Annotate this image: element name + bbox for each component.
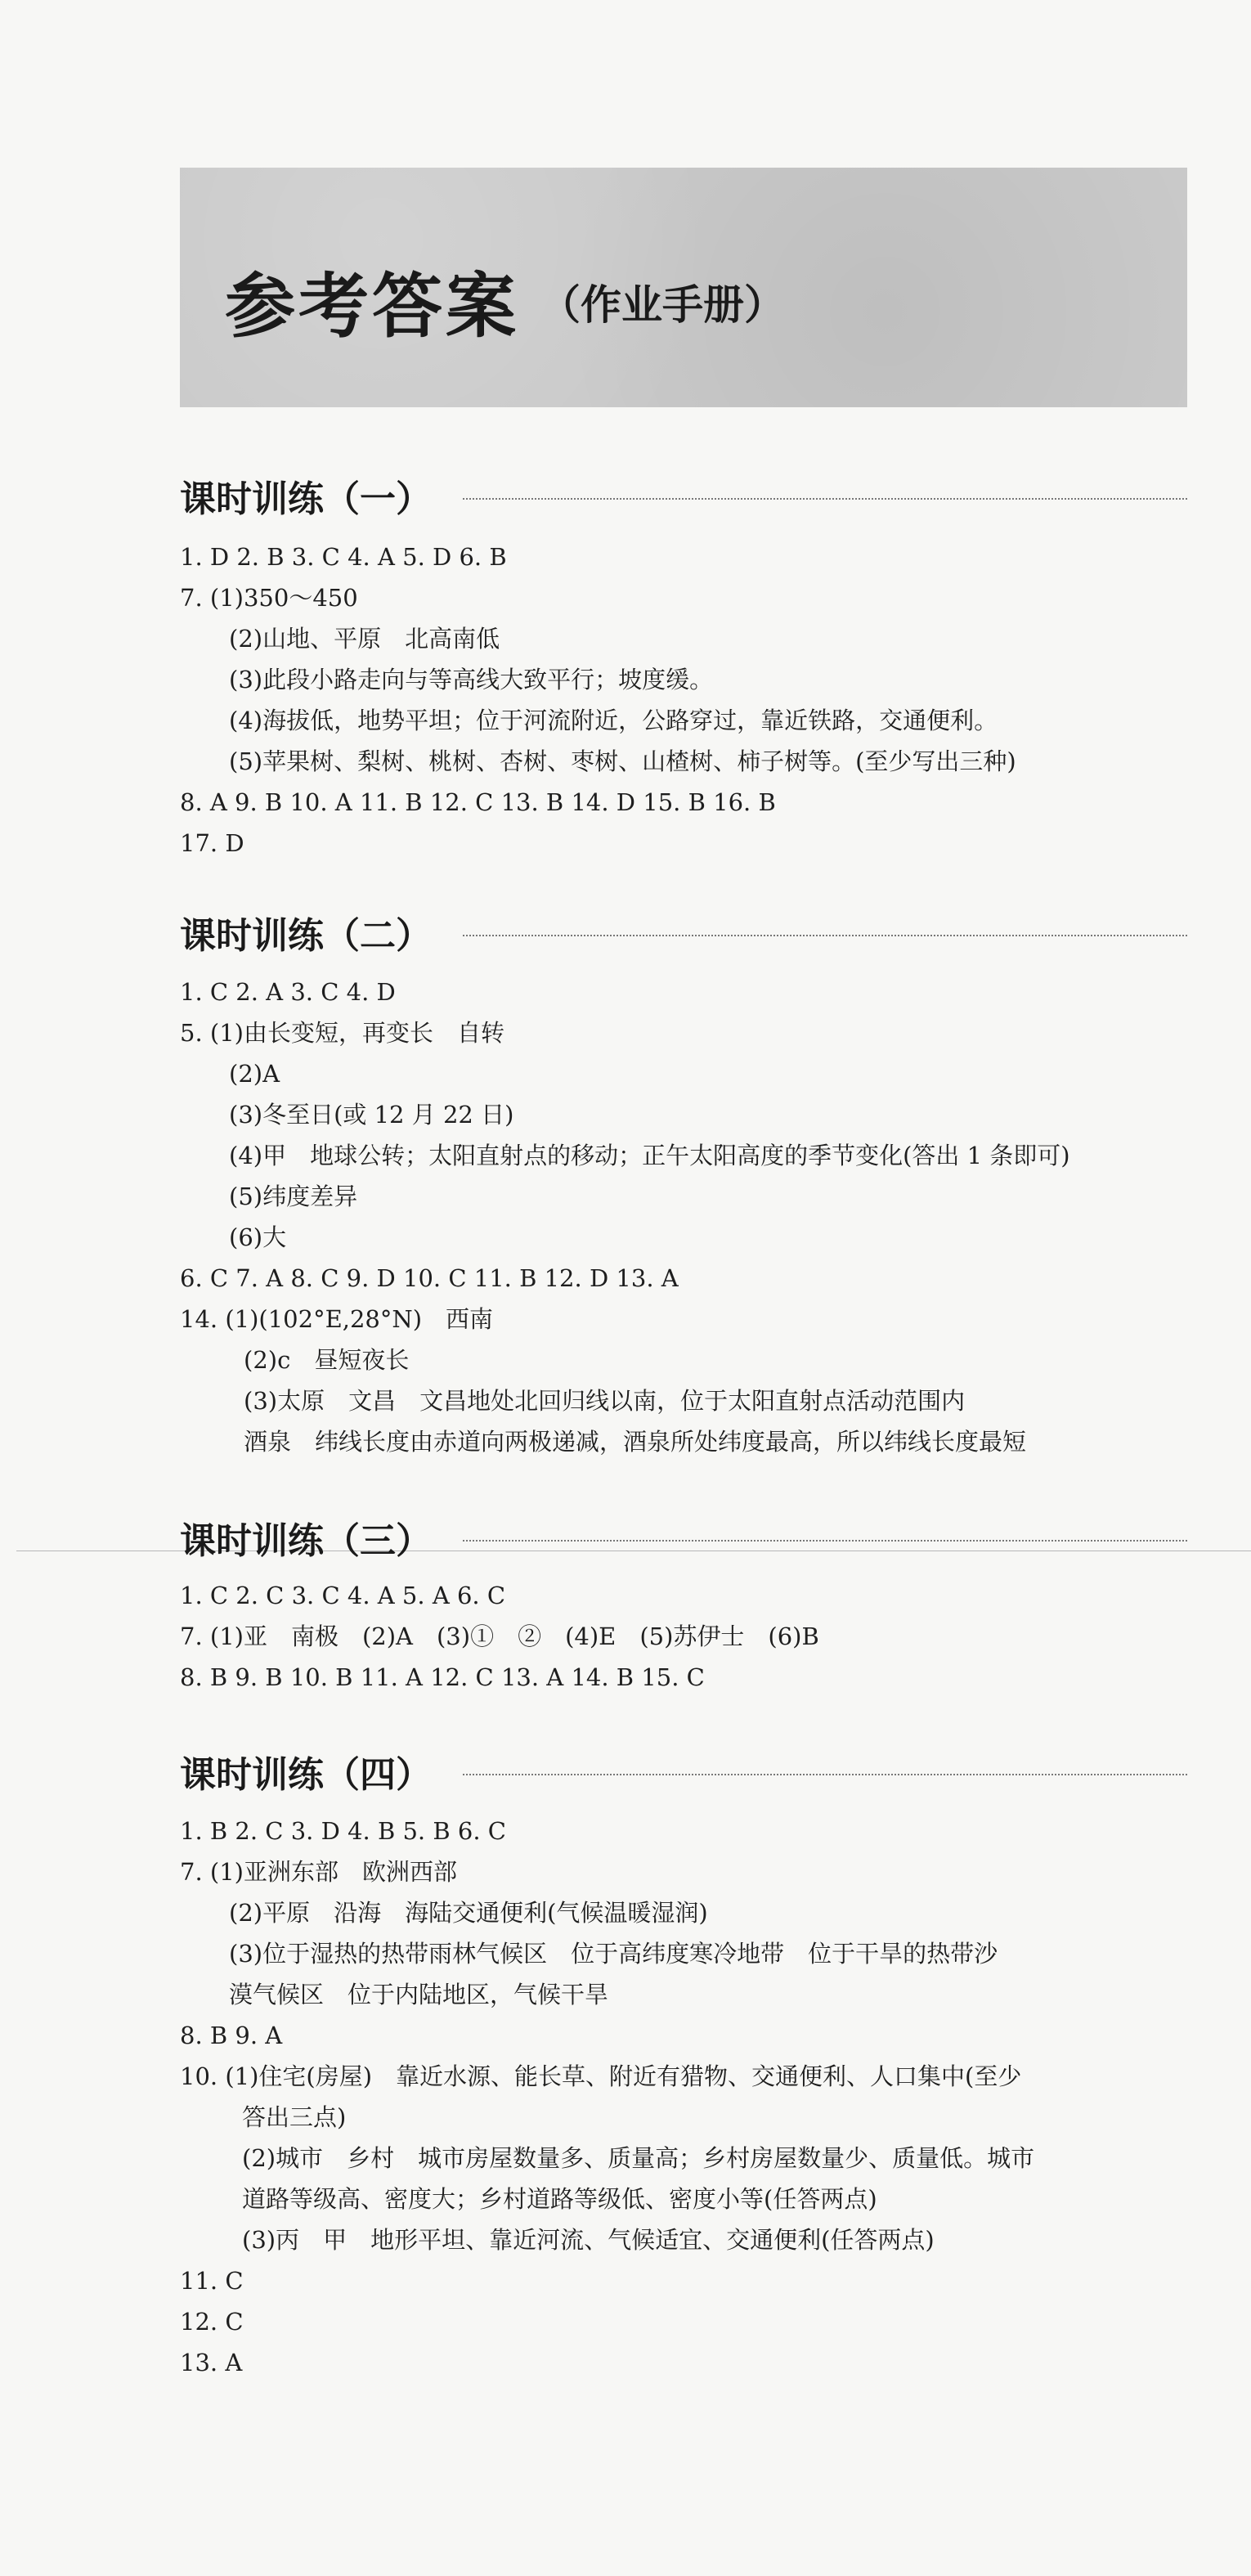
answer-line: 12. C [180, 2308, 244, 2336]
answer-line: (3)太原 文昌 文昌地处北回归线以南，位于太阳直射点活动范围内 [244, 1387, 966, 1415]
page-subtitle: （作业手册） [540, 281, 785, 329]
answer-line: (4)海拔低，地势平坦；位于河流附近，公路穿过，靠近铁路，交通便利。 [229, 707, 998, 734]
answer-line: (6)大 [229, 1223, 287, 1251]
answer-line: (3)冬至日(或 12 月 22 日) [229, 1101, 514, 1129]
answer-line: 6. C 7. A 8. C 9. D 10. C 11. B 12. D 13. A [180, 1264, 679, 1292]
answer-line: (2)山地、平原 北高南低 [229, 625, 500, 653]
answer-line: 14. (1)(102°E,28°N) 西南 [180, 1305, 494, 1333]
answer-line: (3)此段小路走向与等高线大致平行；坡度缓。 [229, 666, 714, 693]
answer-line: (2)城市 乡村 城市房屋数量多、质量高；乡村房屋数量少、质量低。城市 [242, 2144, 1035, 2172]
answer-line: 7. (1)亚 南极 (2)A (3)① ② (4)E (5)苏伊士 (6)B [180, 1622, 819, 1650]
section-header [180, 1513, 1187, 1562]
dotted-rule [463, 498, 1187, 500]
section-lesson-1 [180, 471, 1187, 864]
dotted-rule [463, 935, 1187, 936]
dotted-rule [463, 1540, 1187, 1542]
answer-line: (5)纬度差异 [229, 1183, 358, 1210]
answer-line: (2)A [229, 1060, 280, 1088]
answer-line: 11. C [180, 2267, 244, 2295]
answer-line: 7. (1)350～450 [180, 584, 358, 612]
answer-line: 8. A 9. B 10. A 11. B 12. C 13. B 14. D 15. B 16. B [180, 788, 776, 816]
answer-line: 5. (1)由长变短，再变长 自转 [180, 1019, 504, 1047]
section-lesson-3 [180, 1513, 1187, 1698]
answer-line: 漠气候区 位于内陆地区，气候干旱 [229, 1981, 609, 2008]
dotted-rule [463, 1774, 1187, 1775]
answer-line: (4)甲 地球公转；太阳直射点的移动；正午太阳高度的季节变化(答出 1 条即可) [229, 1142, 1070, 1169]
answer-line: 1. B 2. C 3. D 4. B 5. B 6. C [180, 1817, 506, 1845]
section-title: 课时训练（二） [180, 915, 432, 957]
answer-line: 答出三点) [242, 2103, 347, 2131]
answer-line: (2)平原 沿海 海陆交通便利(气候温暖湿润) [229, 1899, 708, 1927]
section-title: 课时训练（三） [180, 1520, 432, 1562]
section-title: 课时训练（四） [180, 1754, 432, 1796]
title-banner [180, 168, 1187, 407]
answer-line: (3)丙 甲 地形平坦、靠近河流、气候适宜、交通便利(任答两点) [242, 2226, 935, 2254]
answer-line: 17. D [180, 829, 244, 857]
answer-line: 1. C 2. A 3. C 4. D [180, 978, 396, 1006]
section-lesson-4 [180, 1747, 1187, 2383]
section-title: 课时训练（一） [180, 478, 432, 520]
section-header [180, 1747, 1187, 1796]
answer-line: (2)c 昼短夜长 [244, 1346, 410, 1374]
answer-line: 13. A [180, 2349, 243, 2376]
section-lesson-2 [180, 908, 1187, 1462]
answer-line: 酒泉 纬线长度由赤道向两极递减，酒泉所处纬度最高，所以纬线长度最短 [244, 1428, 1027, 1456]
answer-line: 8. B 9. A [180, 2022, 283, 2049]
answer-line: 1. D 2. B 3. C 4. A 5. D 6. B [180, 543, 507, 571]
answer-line: 10. (1)住宅(房屋) 靠近水源、能长草、附近有猎物、交通便利、人口集中(至少 [180, 2062, 1022, 2090]
section-header [180, 908, 1187, 957]
answer-line: 道路等级高、密度大；乡村道路等级低、密度小等(任答两点) [242, 2185, 877, 2213]
page-title: 参考答案 [225, 266, 519, 348]
section-header [180, 471, 1187, 520]
answer-line: (5)苹果树、梨树、桃树、杏树、枣树、山楂树、柿子树等。(至少写出三种) [229, 747, 1016, 775]
answer-line: 8. B 9. B 10. B 11. A 12. C 13. A 14. B 15. C [180, 1663, 705, 1691]
answer-line: 1. C 2. C 3. C 4. A 5. A 6. C [180, 1582, 506, 1609]
answer-line: (3)位于湿热的热带雨林气候区 位于高纬度寒冷地带 位于干旱的热带沙 [229, 1940, 998, 1968]
answer-line: 7. (1)亚洲东部 欧洲西部 [180, 1858, 457, 1886]
